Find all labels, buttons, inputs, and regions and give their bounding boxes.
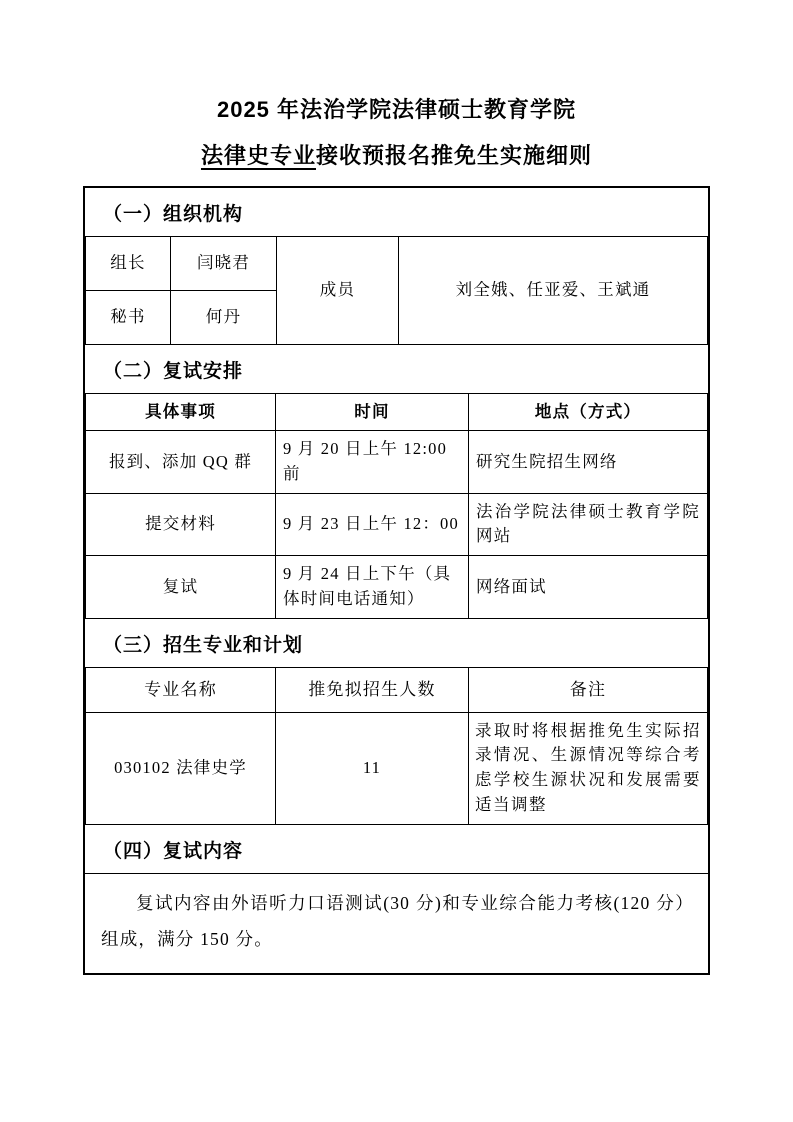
title-line-2	[0, 142, 793, 171]
cell-item: 提交材料	[86, 493, 276, 556]
schedule-table	[85, 393, 708, 619]
cell-secretary-name: 何丹	[171, 291, 277, 345]
cell-secretary-label: 秘书	[86, 291, 171, 345]
section-heading-content: （四）复试内容	[103, 840, 244, 862]
section-heading-schedule: （二）复试安排	[103, 361, 244, 383]
cell-note: 录取时将根据推免生实际招录情况、生源情况等综合考虑学校生源状况和发展需要适当调整	[469, 712, 708, 824]
cell-leader-label: 组长	[86, 237, 171, 291]
cell-time: 9 月 20 日上午 12:00 前	[276, 431, 469, 494]
title-line-1: 2025 年法治学院法律硕士教育学院	[216, 97, 577, 122]
table-row	[86, 556, 708, 619]
cell-place: 网络面试	[469, 556, 708, 619]
cell-leader-name: 闫晓君	[171, 237, 277, 291]
cell-item: 报到、添加 QQ 群	[86, 431, 276, 494]
table-row	[86, 431, 708, 494]
cell-place: 法治学院法律硕士教育学院网站	[469, 493, 708, 556]
header-note: 备注	[469, 667, 708, 712]
cell-item: 复试	[86, 556, 276, 619]
header-time: 时间	[276, 394, 469, 431]
table-header-row	[86, 394, 708, 431]
header-quota: 推免拟招生人数	[276, 667, 469, 712]
table-row	[86, 493, 708, 556]
header-major: 专业名称	[86, 667, 276, 712]
plan-table	[85, 667, 708, 825]
header-item: 具体事项	[86, 394, 276, 431]
cell-members-label: 成员	[277, 237, 399, 345]
header-place: 地点（方式）	[469, 394, 708, 431]
cell-time: 9 月 24 日上下午（具体时间电话通知）	[276, 556, 469, 619]
cell-place: 研究生院招生网络	[469, 431, 708, 494]
organization-table	[85, 236, 708, 345]
title-underlined-text: 法律史专业	[200, 142, 316, 168]
table-header-row	[86, 667, 708, 712]
title-rest-text: 接收预报名推免生实施细则	[316, 142, 593, 168]
cell-major: 030102 法律史学	[86, 712, 276, 824]
cell-time: 9 月 23 日上午 12：00	[276, 493, 469, 556]
table-row	[86, 712, 708, 824]
content-paragraph: 复试内容由外语听力口语测试(30 分)和专业综合能力考核(120 分）组成，满分 150 分。	[85, 873, 708, 974]
cell-members-names: 刘全娥、任亚爱、王斌通	[399, 237, 708, 345]
document-title-block	[0, 0, 793, 170]
cell-quota: 11	[276, 712, 469, 824]
section-heading-plan: （三）招生专业和计划	[103, 634, 304, 656]
table-row	[86, 237, 708, 291]
document-table	[83, 186, 710, 975]
section-heading-organization: （一）组织机构	[103, 204, 244, 226]
